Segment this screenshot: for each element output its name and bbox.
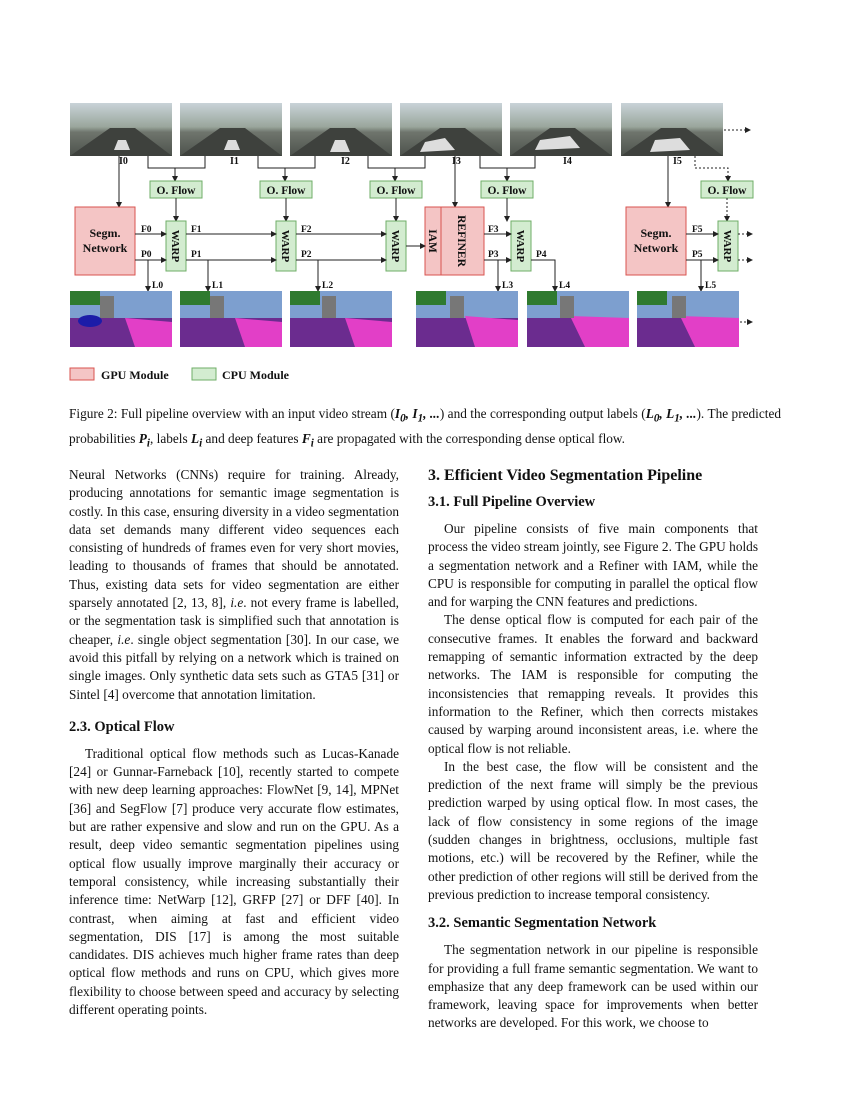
warp-label: WARP xyxy=(721,229,733,263)
input-frames xyxy=(70,103,723,156)
section-heading: 3. Efficient Video Segmentation Pipeline xyxy=(428,467,703,484)
warp-label: WARP xyxy=(169,229,181,263)
caption-math: L xyxy=(191,430,200,446)
frame-label: I4 xyxy=(563,156,572,167)
input-frame xyxy=(290,103,392,156)
segmentation-outputs xyxy=(70,291,739,347)
caption-math: 1 xyxy=(674,412,680,425)
paragraph-text: i.e xyxy=(230,595,244,611)
caption-text: are propagated with the corresponding dense optical flow. xyxy=(313,430,625,446)
left-column xyxy=(69,466,399,1019)
seg-output xyxy=(416,291,518,347)
caption-text: and deep features xyxy=(202,430,302,446)
paragraph: Traditional optical flow methods such as Lucas-Kanade [24] or Gunnar-Farneback [10], recently started to compete with new deep learning approaches: FlowNet [9, 14], MPNet [36] and SegFlow [7] produce very accurate flow estimates, but are rather expensive and slow and run on the GPU. As a result, deep video semantic segmentation pipelines using optical flow usually improve marginally their accuracy or temporal consistency, while increasing substantially their inference time: NetWarp [12], GRFP [27] or DFF [40]. In contrast, when aiming at fast and efficient video segmentation, DIS [17] is among the most suitable candidates. DIS achieves much higher frame rates than deep optical flow methods and runs on CPU, which gives more flexibility to choose between speed and accuracy by selecting different operating points. xyxy=(69,745,399,1018)
feature-label: F5 xyxy=(692,225,703,235)
caption-text: , labels xyxy=(150,430,191,446)
subsection-heading: 3.1. Full Pipeline Overview xyxy=(428,494,596,510)
caption-math: i xyxy=(199,437,203,450)
seg-output xyxy=(290,291,392,347)
output-label: L5 xyxy=(705,281,717,291)
caption-math: 0 xyxy=(400,412,406,425)
feature-label: F1 xyxy=(191,225,202,235)
optical-flow-boxes xyxy=(150,181,753,198)
legend xyxy=(70,368,290,382)
frame-label: I0 xyxy=(119,156,128,167)
paragraph-text: i.e xyxy=(117,631,131,647)
frame-label: I2 xyxy=(341,156,350,167)
legend-gpu: GPU Module xyxy=(101,368,169,382)
warp-label: WARP xyxy=(389,229,401,263)
seg-output xyxy=(637,291,739,347)
paragraph: The dense optical flow is computed for each pair of the consecutive frames. It enables the forward and backward remapping of semantic information extracted by the deep networks. The IAM is responsible for computing the inconsistencies that remapping reveals. It provides this information to the Refiner, which then corrects mistakes caused by warping around inconsistent areas, i.e. where the optical flow is not reliable. xyxy=(428,612,758,756)
paragraph-text: . single object segmentation [30]. In our case, we avoid this pitfall by relying on a network which is trained on single images. Only synthetic data sets such as GTA5 [31] or Sintel [4] overcome that annotation limitation. xyxy=(69,631,399,702)
figure-caption xyxy=(69,404,781,453)
caption-math: , I xyxy=(405,406,418,421)
warp-label: WARP xyxy=(279,229,291,263)
refiner-label: REFINER xyxy=(455,215,467,267)
caption-math: , ... xyxy=(679,406,697,421)
frame-label: I5 xyxy=(673,156,682,167)
paragraph-text: . not every frame is labelled, or the segmentation task is simplified such that annotation is cheaper, xyxy=(69,595,399,647)
segm-label: Segm. xyxy=(640,226,672,240)
flow-label: O. Flow xyxy=(266,185,306,197)
feature-label: F3 xyxy=(488,225,499,235)
input-frame xyxy=(621,103,723,156)
prob-label: P5 xyxy=(692,250,703,260)
caption-math: i xyxy=(310,437,314,450)
segm-label: Segm. xyxy=(89,226,121,240)
section-heading: 2.3. Optical Flow xyxy=(69,718,175,735)
caption-math: P xyxy=(138,430,147,446)
flow-label: O. Flow xyxy=(376,185,416,197)
iam-label: IAM xyxy=(426,229,438,253)
prob-label: P4 xyxy=(536,250,547,260)
legend-cpu: CPU Module xyxy=(222,368,289,382)
feature-label: F2 xyxy=(301,225,312,235)
paragraph: The segmentation network in our pipeline is responsible for providing a full frame semantic segmentation. We want to emphasize that any deep framework can be used within our framework, leaving space for improvements when better networks are developed. For this work, we choose to xyxy=(428,942,758,1031)
output-label: L4 xyxy=(559,281,571,291)
output-label: L0 xyxy=(152,281,164,291)
input-frame xyxy=(510,103,612,156)
paragraph-text: Neural Networks (CNNs) require for training. Already, producing annotations for semantic image segmentation is costly. In this case, ensuring diversity in a video segmentation data set demands many different video sequences each consisting of hundreds of frames even for very short movies, leading to thousands of frames that should be annotated. Thus, existing data sets for video segmentation are either sparsely annotated [2, 13, 8], xyxy=(69,467,399,611)
segm-label: Network xyxy=(633,241,679,255)
frame-label: I1 xyxy=(230,156,239,167)
pipeline-diagram xyxy=(0,0,850,400)
caption-math: 0 xyxy=(653,412,660,425)
caption-math: I xyxy=(394,406,401,421)
caption-text: The predicted probabilities xyxy=(69,406,782,446)
paragraph xyxy=(69,466,399,704)
caption-math: F xyxy=(301,430,311,446)
caption-math: , ... xyxy=(423,406,440,421)
flow-label: O. Flow xyxy=(707,185,747,197)
caption-text: ). xyxy=(696,406,705,421)
right-column xyxy=(428,466,758,1033)
prob-label: P2 xyxy=(301,250,312,260)
seg-output xyxy=(527,291,629,347)
flow-label: O. Flow xyxy=(487,185,527,197)
caption-text: Figure 2: Full pipeline overview with an input video stream ( xyxy=(69,406,395,421)
input-frame xyxy=(180,103,282,156)
subsection-heading: 3.2. Semantic Segmentation Network xyxy=(428,915,657,932)
seg-output xyxy=(70,291,172,347)
caption-math: 1 xyxy=(417,412,424,425)
segm-label: Network xyxy=(82,241,128,255)
paragraph: Our pipeline consists of five main components that process the video stream jointly, see Figure 2. The GPU holds a segmentation network and a Refiner with IAM, while the CPU is responsible for computing in parallel the optical flow and for warping the CNN features and predictions. xyxy=(428,521,758,610)
caption-math: , L xyxy=(659,406,675,421)
paragraph: In the best case, the flow will be consistent and the prediction of the next frame will simply be the previous prediction warped by using optical flow. In most cases, the lack of flow consistency in some regions of the image (sudden changes in brightness, occlusions, multiple fast motions, etc.) will be recovered by the Refiner, while the other prediction of other regions will still be derived from the previous prediction to increase temporal consistency. xyxy=(428,758,758,902)
iam-refiner-block xyxy=(425,207,484,275)
feature-label: F0 xyxy=(141,225,152,235)
caption-math: i xyxy=(146,437,150,450)
pipeline-figure xyxy=(0,0,850,400)
seg-output xyxy=(180,291,282,347)
output-label: L3 xyxy=(502,281,514,291)
caption-math: L xyxy=(645,406,654,421)
frame-label: I3 xyxy=(452,156,461,167)
input-frame xyxy=(400,103,502,156)
caption-text: ) and the corresponding output labels ( xyxy=(439,406,646,421)
warp-label: WARP xyxy=(514,229,526,263)
prob-label: P1 xyxy=(191,250,202,260)
prob-label: P3 xyxy=(488,250,499,260)
flow-label: O. Flow xyxy=(156,185,196,197)
input-frame xyxy=(70,103,172,156)
prob-label: P0 xyxy=(141,250,152,260)
output-label: L1 xyxy=(212,281,224,291)
output-label: L2 xyxy=(322,281,334,291)
